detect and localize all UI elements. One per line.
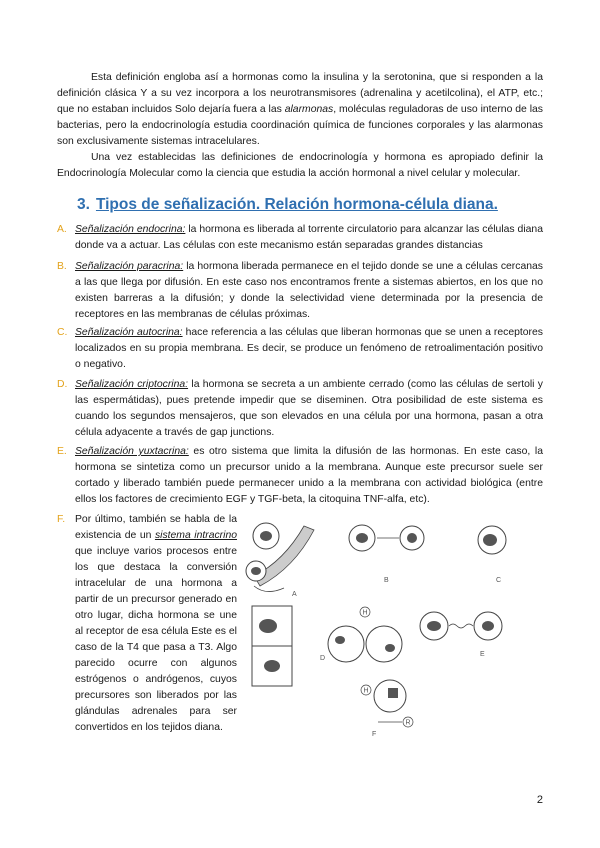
section-heading: 3. Tipos de señalización. Relación hormona-célula diana. <box>77 196 498 213</box>
item-marker: E. <box>57 446 67 457</box>
panel-e-label: E <box>480 651 485 658</box>
signaling-item-autocrine: C. Señalización autocrina: hace referencia a las células que liberan hormonas que se unen a receptores localizados en su propia membrana. Es decir, se produce un fenómeno de retroalimentación positivo o negativo. <box>57 327 543 370</box>
panel-d-label: D <box>320 655 326 662</box>
panel-a-endocrine <box>246 523 314 598</box>
panel-f-label: F <box>372 731 377 738</box>
item-marker: F. <box>57 514 66 525</box>
signaling-item-paracrine: B. Señalización paracrina: la hormona liberada permanece en el tejido donde se une a células cercanas a las que llega por difusión. En este caso nos encontramos frente a sistemas abiertos, en los que no existen barreras a la difusión; y donde la selectividad viene determinada por la presencia de receptores en las membranas de células próximas. <box>57 261 543 320</box>
panel-c-label: C <box>496 577 502 584</box>
signaling-item-intracrine: F. Por último, también se habla de la existencia de un sistema intracrino que incluye varios procesos entre los que destaca la conversión intracelular de una hormona a partir de un precursor generado en otro lugar, dicha hormona se une al receptor de esa célula Este es el caso de la T4 que pasa a T3. Algo parecido ocurre con algunos estrógenos o andrógenos, cuyos precursores son liberados por las glándulas adrenales para ser convertidos en los tejidos diana. <box>57 514 238 733</box>
page-number: 2 <box>536 794 543 806</box>
symbol-receptor: R <box>405 719 411 727</box>
panel-c-autocrine <box>478 526 506 584</box>
panel-f-intracrine <box>361 680 413 738</box>
intro-paragraph-2: Una vez establecidas las definiciones de endocrinología y hormona es apropiado definir la Endocrinología Molecular como la ciencia que estudia la acción hormonal a nivel celular y molecular. <box>57 152 543 179</box>
item-marker: B. <box>57 261 67 272</box>
item-marker: A. <box>57 224 67 235</box>
symbol-hormone: H <box>363 687 369 695</box>
signaling-types-figure <box>244 516 524 738</box>
alarmonas-term: alarmonas <box>284 104 334 115</box>
panel-d-hormone <box>360 607 370 617</box>
signaling-item-endocrine: A. Señalización endocrina: la hormona es liberada al torrente circulatorio para alcanzar las células diana donde va a actuar. Las células con este mecanismo están separadas grandes distancias <box>57 224 543 251</box>
item-marker: C. <box>57 327 68 338</box>
panel-d-cryptocrine <box>252 606 402 686</box>
panel-e-juxtacrine <box>420 612 502 658</box>
intro-paragraph-1: Esta definición engloba así a hormonas como la insulina y la serotonina, que si responden a la definición clásica Y a su vez incorpora a los neurotransmisores (adrenalina y acetilcolina), el ATP, etc.; que no estaban incluidos Solo dejaría fuera a las alarmonas, moléculas reguladoras de uso interno de las bacterias, pero la endocrinología estudia coordinación química de funciones corporales y las alarmonas son exclusivamente sistemas intracelulares. <box>57 72 543 147</box>
panel-b-paracrine <box>349 525 424 584</box>
panel-b-label: B <box>384 577 389 584</box>
signaling-item-cryptocrine: D. Señalización criptocrina: la hormona se secreta a un ambiente cerrado (como las células de sertoli y las espermátidas), pues pretende impedir que se diseminen. Otra posibilidad de este sistema es cuando los segundos mensajeros, que son elevados en una célula por una hormona, pasan a otra célula adyacente a través de gap junctions. <box>57 379 543 438</box>
symbol-hormone-d: H <box>362 609 368 617</box>
signaling-item-juxtacrine: E. Señalización yuxtacrina: es otro sistema que limita la difusión de las hormonas. En este caso, la hormona se sintetiza como un precursor unido a la membrana. Aunque este precursor suele ser cortado y liberado también puede permanecer unido a la membrana con actividad biológica (entre ellos los factores de crecimiento EGF y TGF-beta, la citoquina TNF-alfa, etc). <box>57 446 543 505</box>
panel-a-label: A <box>292 591 297 598</box>
item-marker: D. <box>57 379 68 390</box>
